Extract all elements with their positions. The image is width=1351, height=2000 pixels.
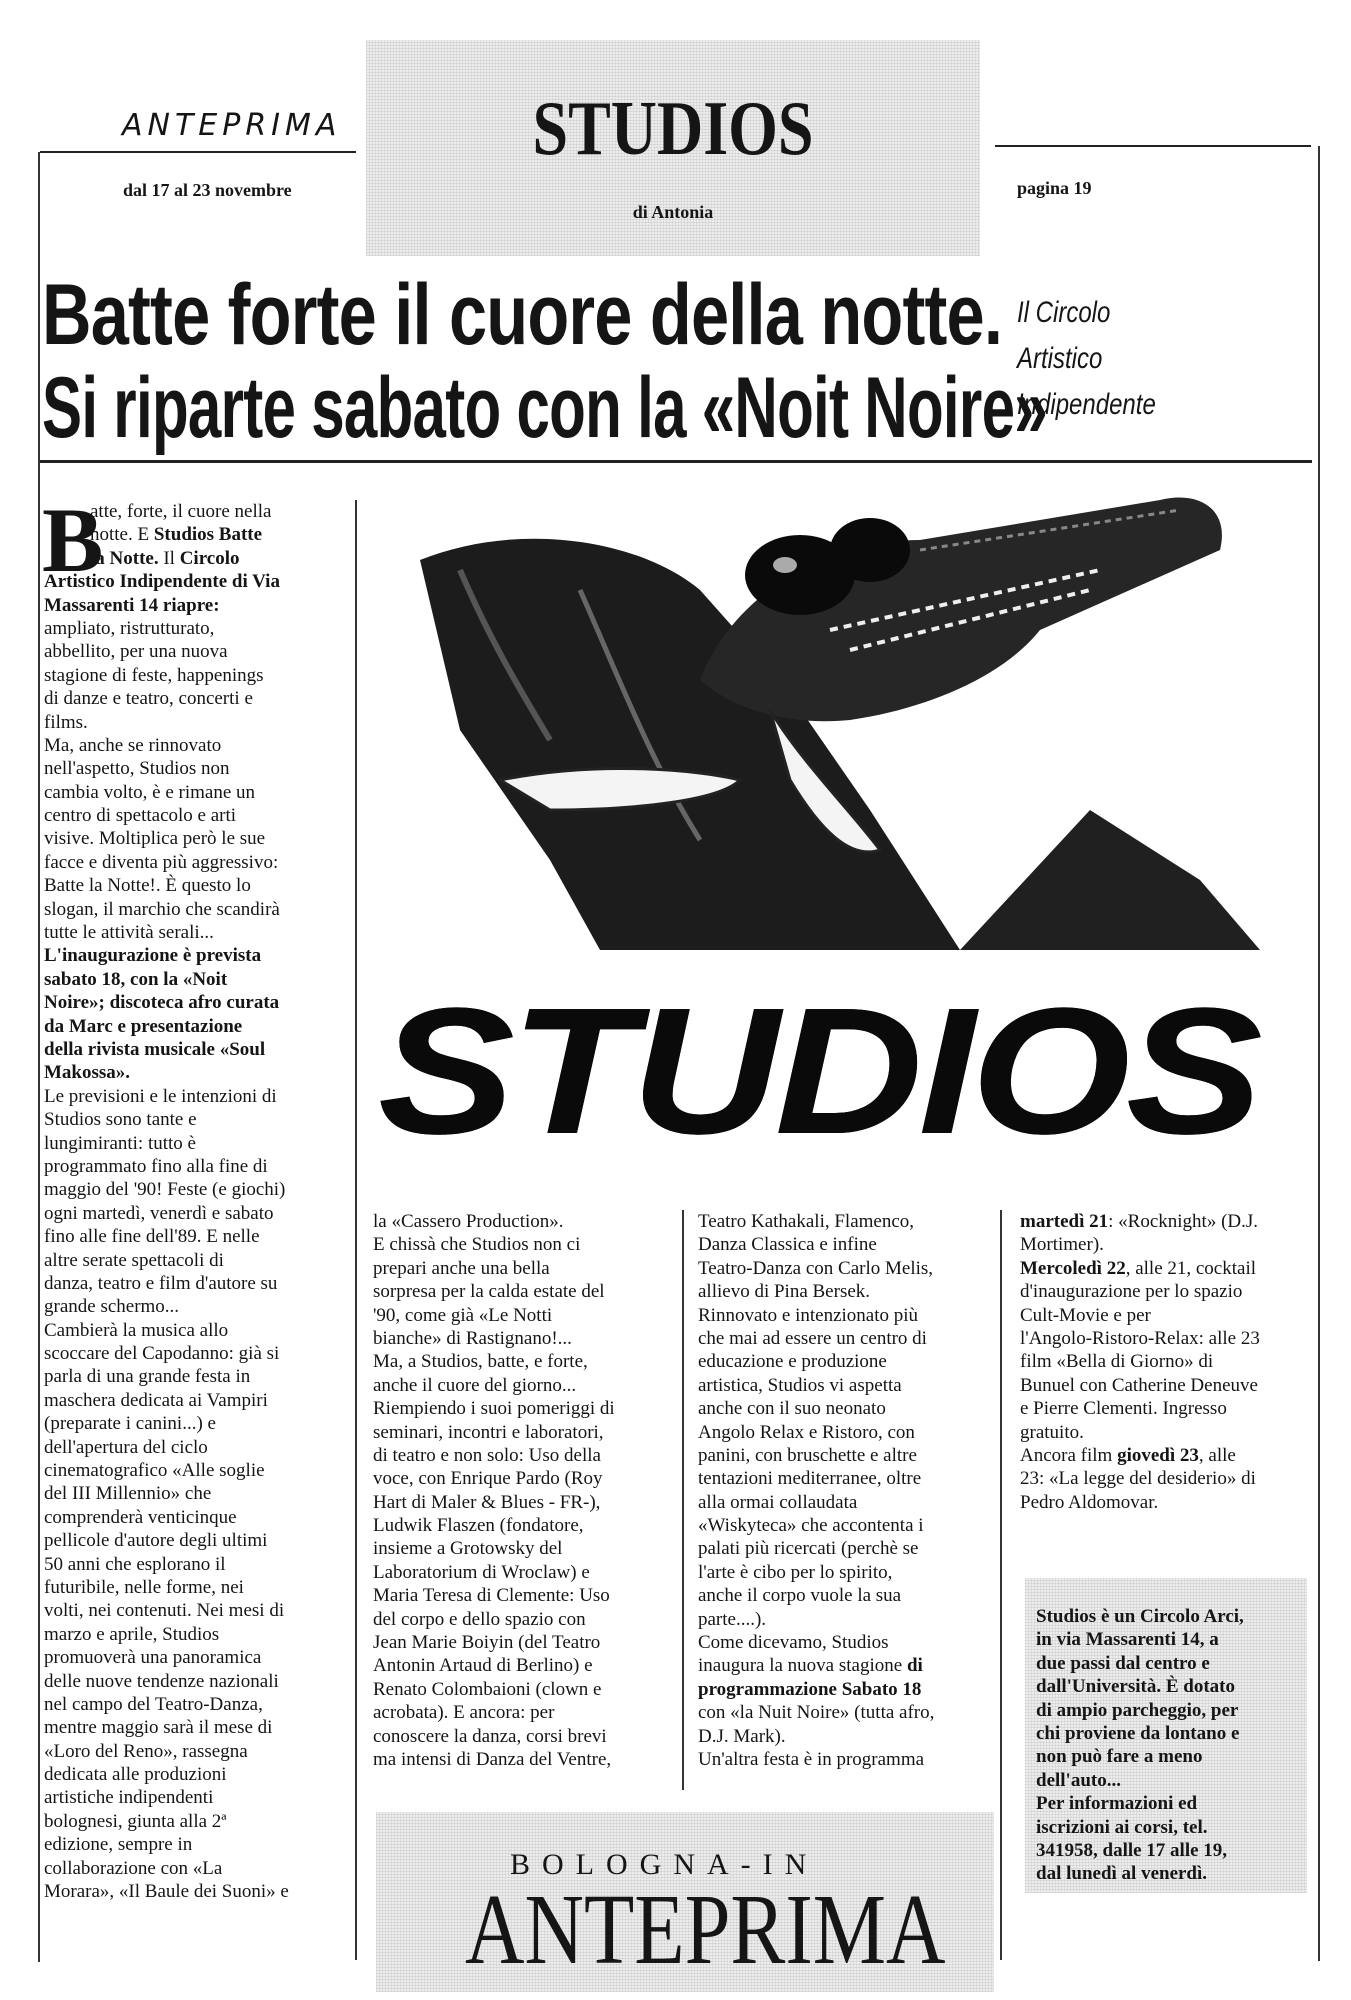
- text-line: ogni martedì, venerdì e sabato: [44, 1202, 274, 1224]
- drop-cap: B: [42, 489, 104, 591]
- text-line: stagione di feste, happenings: [44, 664, 264, 686]
- text-line: volti, nei contenuti. Nei mesi di: [44, 1600, 285, 1622]
- text-line: tentazioni mediterranee, oltre: [698, 1468, 922, 1490]
- text-line: Maria Teresa di Clemente: Uso: [373, 1585, 610, 1607]
- text-line: nel campo del Teatro-Danza,: [44, 1693, 263, 1715]
- text-line: gratuito.: [1020, 1421, 1084, 1443]
- bold-text: la Notte.: [90, 547, 159, 569]
- text-line: pellicole d'autore degli ultimi: [44, 1530, 268, 1552]
- text-line: «Wiskyteca» che accontenta i: [698, 1515, 924, 1537]
- text-line: cinematografico «Alle soglie: [44, 1460, 265, 1482]
- text-line: Danza Classica e infine: [698, 1234, 877, 1256]
- text-line: dell'apertura del ciclo: [44, 1436, 208, 1458]
- text-line: artistiche indipendenti: [44, 1787, 214, 1809]
- text-line: visive. Moltiplica però le sue: [44, 828, 266, 850]
- text-line: «Loro del Reno», rassegna: [44, 1740, 248, 1762]
- logo-main-text: ANTEPRIMA: [465, 1874, 946, 1986]
- bold-text: da Marc e presentazione: [44, 1015, 243, 1037]
- text-line: futuribile, nelle forme, nei: [44, 1576, 244, 1598]
- bold-text: Circolo: [179, 547, 240, 569]
- text-line: Rinnovato e intenzionato più: [698, 1304, 919, 1326]
- page-number: pagina 19: [1017, 178, 1092, 198]
- text-line: [44, 968, 352, 991]
- text-line: Cult-Movie e per: [1020, 1304, 1151, 1326]
- text-line: panini, con bruschette e altre: [698, 1444, 917, 1466]
- text-line: dal lunedì al venerdì.: [1036, 1863, 1208, 1885]
- text-line: grande schermo...: [44, 1296, 180, 1318]
- text-line: di teatro e non solo: Uso della: [373, 1444, 601, 1466]
- text-line: promuoverà una panoramica: [44, 1647, 262, 1669]
- text-line: ampliato, ristrutturato,: [44, 617, 215, 639]
- text-line: programmato fino alla fine di: [44, 1155, 268, 1177]
- text-line: [44, 523, 352, 546]
- article-column-2: [373, 1210, 678, 1771]
- text-line: '90, come già «Le Notti: [373, 1304, 553, 1326]
- bold-text: sabato 18, con la «Noit: [44, 968, 228, 990]
- text-line: bianche» di Rastignano!...: [373, 1327, 572, 1349]
- text-line: Studios sono tante e: [44, 1109, 197, 1131]
- crocodile-illustration: [400, 480, 1260, 970]
- bold-text: Studios Batte: [153, 524, 263, 546]
- column-rule: [682, 1210, 684, 1790]
- kicker: [1017, 290, 1191, 428]
- text-line: [44, 547, 352, 570]
- byline: di Antonia: [632, 202, 714, 222]
- text-line: Come dicevamo, Studios: [698, 1632, 889, 1654]
- handwritten-label: ANTEPRIMA: [122, 108, 342, 143]
- text-line: acrobata). E ancora: per: [373, 1702, 555, 1724]
- text-line: Ma, a Studios, batte, e forte,: [373, 1351, 588, 1373]
- text-line: l'Angolo-Ristoro-Relax: alle 23: [1020, 1327, 1260, 1349]
- text-line: Le previsioni e le intenzioni di: [44, 1085, 277, 1107]
- text-line: 23: «La legge del desiderio» di: [1020, 1468, 1256, 1490]
- text-line: [44, 1038, 352, 1061]
- header-rule-right: [995, 145, 1311, 147]
- text-line: allievo di Pina Bersek.: [698, 1281, 871, 1303]
- text-line: [44, 1061, 352, 1084]
- text-line: di danze e teatro, concerti e: [44, 688, 253, 710]
- bold-text: della rivista musicale «Soul: [44, 1038, 266, 1060]
- text-line: dall'Università. È dotato: [1036, 1676, 1235, 1698]
- text-line: iscrizioni ai corsi, tel.: [1036, 1816, 1208, 1838]
- text-line: edizione, sempre in: [44, 1834, 193, 1856]
- text-line: Renato Colombaioni (clown e: [373, 1678, 602, 1700]
- text-line: cambia volto, è e rimane un: [44, 781, 256, 803]
- bold-text: martedì 21: [1020, 1211, 1109, 1232]
- text-line: parla di una grande festa in: [44, 1366, 251, 1388]
- text-line: [1020, 1444, 1310, 1467]
- text-line: slogan, il marchio che scandirà: [44, 898, 280, 920]
- text-line: collaborazione con «La: [44, 1857, 223, 1879]
- text-line: dedicata alle produzioni: [44, 1764, 227, 1786]
- text-line: conoscere la danza, corsi brevi: [373, 1725, 607, 1747]
- text-line: D.J. Mark).: [698, 1725, 786, 1747]
- text-line: Jean Marie Boiyin (del Teatro: [373, 1632, 601, 1654]
- text-line: Pedro Aldomovar.: [1020, 1491, 1159, 1513]
- text-line: e Pierre Clementi. Ingresso: [1020, 1398, 1227, 1420]
- text-line: Riempiendo i suoi pomeriggi di: [373, 1398, 615, 1420]
- studios-logo: STUDIOS: [378, 971, 1259, 1172]
- text-line: comprenderà venticinque: [44, 1506, 237, 1528]
- text-line: alla ormai collaudata: [698, 1491, 858, 1513]
- column-rule: [1000, 1210, 1002, 1960]
- crocodile-head: [700, 497, 1222, 721]
- headline-rule: [40, 460, 1312, 463]
- text-line: anche il cuore del giorno...: [373, 1374, 577, 1396]
- text-line: [44, 570, 352, 593]
- text-line: Teatro-Danza con Carlo Melis,: [698, 1257, 934, 1279]
- text-line: E chissà che Studios non ci: [373, 1234, 581, 1256]
- text-line: Hart di Maler & Blues - FR-),: [373, 1491, 601, 1513]
- kicker-line: Artistico: [1017, 342, 1103, 375]
- text-line: atte, forte, il cuore nella: [90, 501, 272, 522]
- text-line: Per informazioni ed: [1036, 1793, 1198, 1815]
- text-line: mentre maggio sarà il mese di: [44, 1717, 273, 1739]
- headline-line-2: Si riparte sabato con la «Noit Noire»: [42, 360, 1047, 456]
- text-line: la «Cassero Production».: [373, 1211, 564, 1232]
- text-line: parte....).: [698, 1608, 767, 1630]
- text-line: facce e diventa più aggressivo:: [44, 851, 279, 873]
- text: notte. E: [90, 524, 154, 546]
- text-line: lungimiranti: tutto è: [44, 1132, 196, 1154]
- kicker-line: Indipendente: [1017, 388, 1156, 421]
- bold-text: Mercoledì 22: [1020, 1257, 1126, 1279]
- column-rule: [355, 500, 357, 1960]
- text-line: films.: [44, 711, 88, 733]
- text-line: sorpresa per la calda estate del: [373, 1281, 605, 1303]
- text-line: [44, 991, 352, 1014]
- text-line: 50 anni che esplorano il: [44, 1553, 226, 1575]
- bold-text: Noire»; discoteca afro curata: [44, 992, 280, 1014]
- text-line: abbellito, per una nuova: [44, 641, 228, 663]
- text-line: Angolo Relax e Ristoro, con: [698, 1421, 915, 1443]
- text-line: Bunuel con Catherine Deneuve: [1020, 1374, 1258, 1396]
- text-line: chi proviene da lontano e: [1036, 1722, 1240, 1744]
- frame-right: [1318, 146, 1320, 1961]
- text-line: centro di spettacolo e arti: [44, 805, 237, 827]
- text-line: Ludwik Flaszen (fondatore,: [373, 1515, 584, 1537]
- bold-text: Massarenti 14 riapre:: [44, 594, 220, 616]
- header-rule-left: [40, 151, 356, 153]
- text-line: Mortimer).: [1020, 1234, 1104, 1256]
- text-line: di ampio parcheggio, per: [1036, 1699, 1239, 1721]
- bold-text: Makossa».: [44, 1062, 131, 1084]
- text: , alle 21, cocktail: [1125, 1257, 1257, 1279]
- text-line: [44, 944, 352, 967]
- text-line: educazione e produzione: [698, 1351, 887, 1373]
- article-column-1: [42, 489, 352, 1903]
- text-line: Cambierà la musica allo: [44, 1319, 229, 1341]
- issue-dates: dal 17 al 23 novembre: [123, 180, 292, 200]
- text-line: tutte le attività serali...: [44, 922, 214, 944]
- text-line: scoccare del Capodanno: già si: [44, 1343, 280, 1365]
- text-line: con «la Nuit Noire» (tutta afro,: [698, 1702, 935, 1724]
- text-line: [698, 1654, 996, 1677]
- text-line: che mai ad essere un centro di: [698, 1327, 927, 1349]
- info-box-text: [1036, 1605, 1301, 1886]
- text-line: delle nuove tendenze nazionali: [44, 1670, 279, 1692]
- text: Ancora film: [1020, 1444, 1118, 1466]
- text-line: Studios è un Circolo Arci,: [1036, 1606, 1244, 1627]
- text: Il: [158, 547, 180, 569]
- text: , alle: [1198, 1444, 1236, 1466]
- kicker-line: Il Circolo: [1017, 296, 1111, 329]
- text-line: fino alle fine dell'89. E nelle: [44, 1226, 260, 1248]
- article-column-3: [698, 1210, 996, 1771]
- text-line: d'inaugurazione per lo spazio: [1020, 1281, 1243, 1303]
- text-line: del corpo e dello spazio con: [373, 1608, 586, 1630]
- bold-text: giovedì 23: [1117, 1444, 1199, 1466]
- text: inaugura la nuova stagione: [698, 1655, 907, 1677]
- text-line: non può fare a meno: [1036, 1746, 1203, 1768]
- text-line: palati più ricercati (perchè se: [698, 1538, 919, 1560]
- text-line: maggio del '90! Feste (e giochi): [44, 1179, 286, 1201]
- text-line: anche il corpo vuole la sua: [698, 1585, 902, 1607]
- text-line: dell'auto...: [1036, 1769, 1121, 1791]
- article-column-4: [1020, 1210, 1310, 1514]
- text-line: Morara», «Il Baule dei Suoni» e: [44, 1881, 289, 1903]
- text: : «Rocknight» (D.J.: [1108, 1211, 1259, 1232]
- text-line: artistica, Studios vi aspetta: [698, 1374, 902, 1396]
- text-line: [1020, 1210, 1310, 1233]
- text-line: l'arte è cibo per lo spirito,: [698, 1561, 893, 1583]
- bold-text: di: [906, 1655, 923, 1677]
- text-line: [44, 1015, 352, 1038]
- text-line: Antonin Artaud di Berlino) e: [373, 1655, 593, 1677]
- text-line: marzo e aprile, Studios: [44, 1623, 220, 1645]
- text-line: (preparate i canini...) e: [44, 1413, 216, 1435]
- text-line: [698, 1678, 996, 1701]
- bold-text: L'inaugurazione è prevista: [44, 945, 262, 967]
- text-line: in via Massarenti 14, a: [1036, 1629, 1219, 1651]
- text-line: Un'altra festa è in programma: [698, 1748, 925, 1770]
- text-line: nell'aspetto, Studios non: [44, 758, 230, 780]
- text-line: Teatro Kathakali, Flamenco,: [698, 1211, 915, 1232]
- logo-top-text: BOLOGNA-IN: [510, 1848, 819, 1881]
- text-line: Batte la Notte!. È questo lo: [44, 875, 251, 897]
- text-line: insieme a Grotowsky del: [373, 1538, 563, 1560]
- text-line: danza, teatro e film d'autore su: [44, 1272, 278, 1294]
- text-line: voce, con Enrique Pardo (Roy: [373, 1468, 603, 1490]
- text-line: prepari anche una bella: [373, 1257, 550, 1279]
- text-line: due passi dal centro e: [1036, 1652, 1210, 1674]
- text-line: film «Bella di Giorno» di: [1020, 1351, 1214, 1373]
- frame-left: [38, 152, 40, 1962]
- text-line: ma intensi di Danza del Ventre,: [373, 1748, 612, 1770]
- text-line: del III Millennio» che: [44, 1483, 212, 1505]
- text-line: maschera dedicata ai Vampiri: [44, 1389, 268, 1411]
- text-line: [1020, 1257, 1310, 1280]
- text-line: anche con il suo neonato: [698, 1398, 886, 1420]
- text-line: 341958, dalle 17 alle 19,: [1036, 1839, 1228, 1861]
- headline-line-1: Batte forte il cuore della notte.: [42, 267, 1003, 363]
- text-line: Laboratorium di Wroclaw) e: [373, 1561, 590, 1583]
- text-line: seminari, incontri e laboratori,: [373, 1421, 604, 1443]
- text-line: altre serate spettacoli di: [44, 1249, 224, 1271]
- bold-text: Artistico Indipendente di Via: [44, 571, 280, 593]
- bold-text: programmazione Sabato 18: [698, 1678, 922, 1700]
- text-line: Ma, anche se rinnovato: [44, 734, 222, 756]
- text-line: [44, 594, 352, 617]
- section-title: STUDIOS: [532, 85, 814, 171]
- text-line: bolognesi, giunta alla 2ª: [44, 1810, 227, 1832]
